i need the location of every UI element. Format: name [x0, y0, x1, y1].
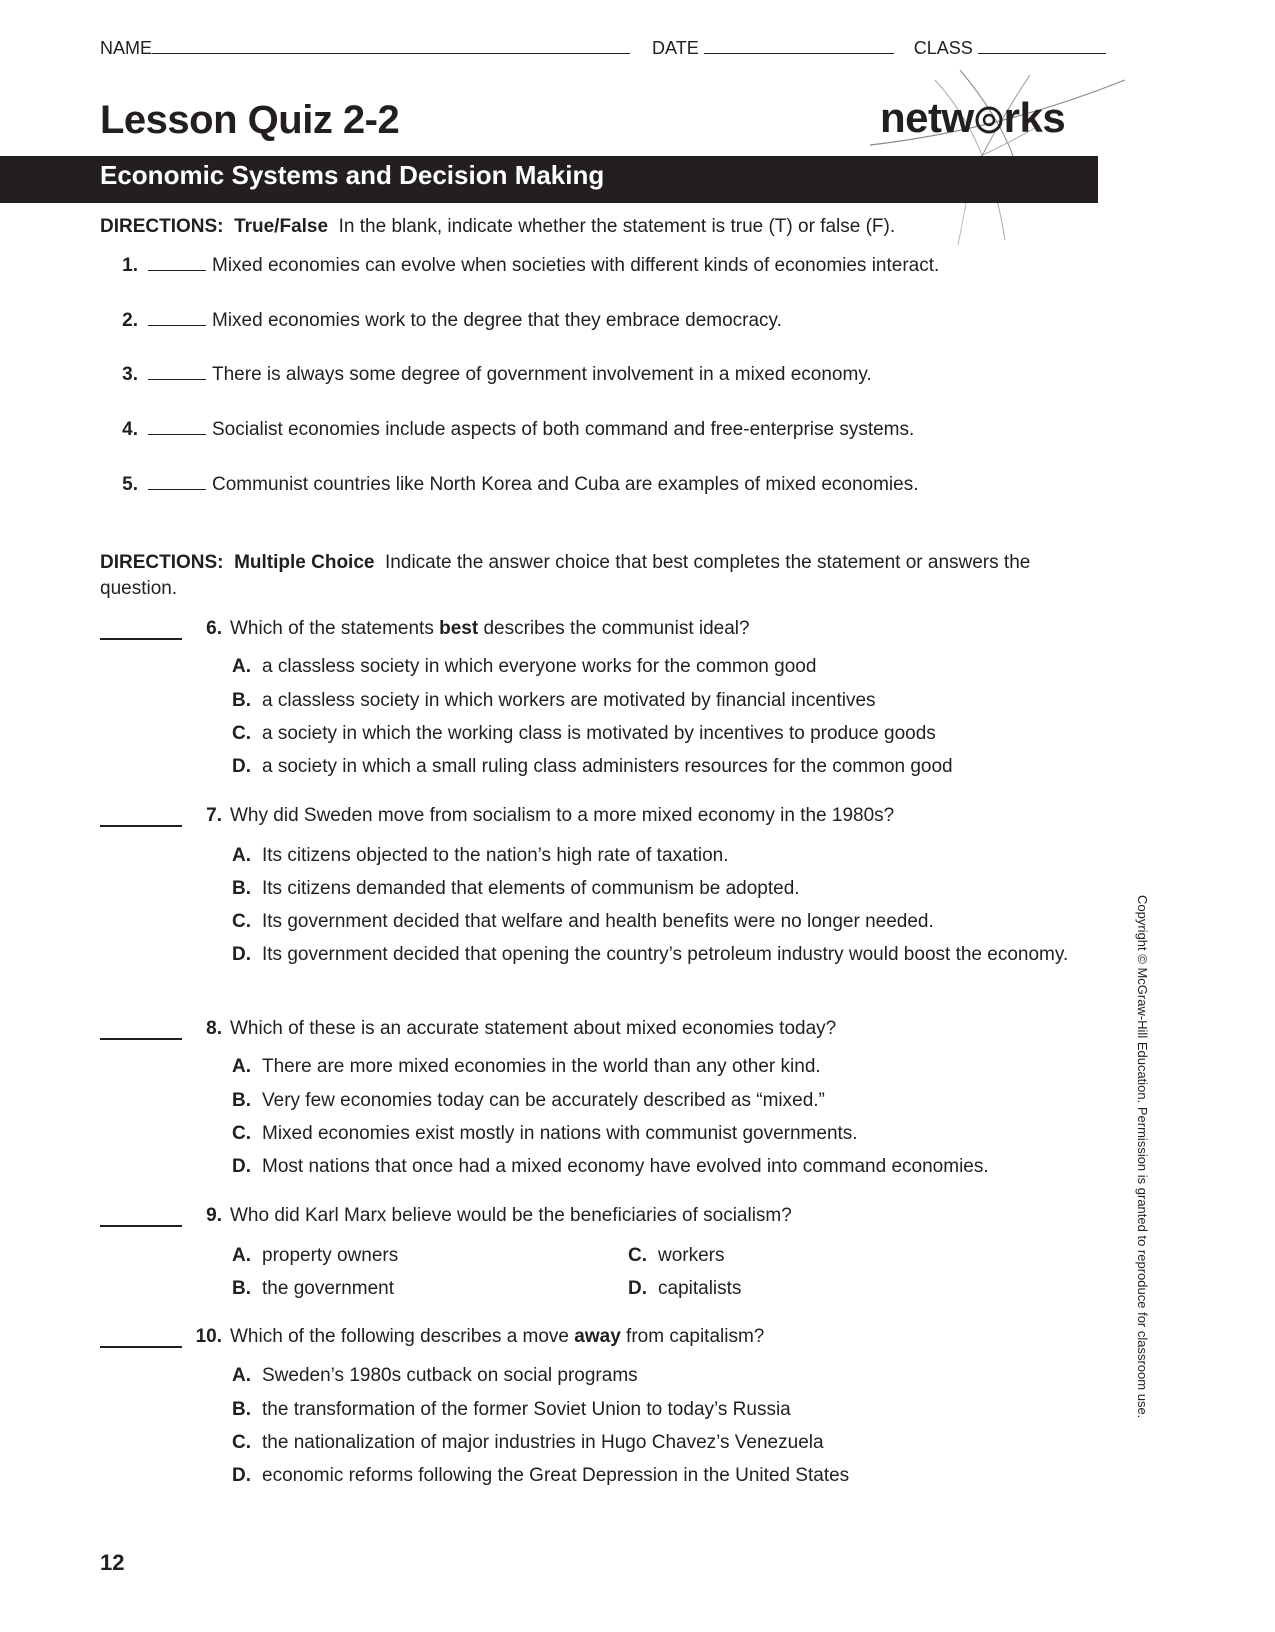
answer-blank[interactable] — [100, 1018, 182, 1040]
choice-letter: D. — [232, 944, 251, 965]
question-text-end: describes the communist ideal? — [478, 618, 750, 639]
choice-text: a classless society in which workers are motivated by financial incentives — [262, 690, 876, 711]
choice-letter: B. — [232, 690, 251, 711]
question-number: 8. — [206, 1018, 222, 1039]
logo-text-start: netw — [880, 94, 974, 141]
name-blank[interactable] — [152, 39, 630, 54]
logo-o-target-icon — [974, 97, 1004, 145]
question-number: 2. — [122, 310, 138, 331]
tf-question — [110, 419, 914, 441]
choice-letter: B. — [232, 878, 251, 899]
section-label: Multiple Choice — [234, 552, 375, 573]
question-emphasis: best — [439, 618, 479, 639]
choice-text: capitalists — [658, 1278, 742, 1299]
answer-blank[interactable] — [100, 1205, 182, 1227]
mc-question — [190, 1326, 764, 1348]
question-emphasis: away — [574, 1326, 621, 1347]
answer-choice — [232, 721, 936, 747]
tf-question — [110, 364, 872, 386]
true-false-directions — [100, 214, 1080, 240]
question-text: Which of the statements — [230, 618, 440, 639]
choice-text: Very few economies today can be accurately described as “mixed.” — [262, 1090, 825, 1111]
networks-logo — [880, 94, 1065, 145]
answer-blank[interactable] — [100, 1326, 182, 1348]
answer-blank[interactable] — [148, 475, 206, 490]
answer-blank[interactable] — [148, 256, 206, 271]
directions-text: Indicate the answer choice that best completes the statement or answers the question. — [100, 552, 1031, 599]
page-subtitle: Economic Systems and Decision Making — [100, 160, 605, 190]
answer-choice — [232, 688, 876, 714]
answer-choice — [232, 1154, 989, 1180]
choice-text: the nationalization of major industries in Hugo Chavez’s Venezuela — [262, 1432, 824, 1453]
answer-blank[interactable] — [148, 311, 206, 326]
answer-choice — [232, 1088, 825, 1114]
choice-letter: D. — [232, 1465, 251, 1486]
answer-choice — [232, 1276, 394, 1302]
date-label: DATE — [652, 38, 699, 58]
choice-letter: C. — [232, 723, 251, 744]
choice-text: workers — [658, 1245, 725, 1266]
answer-choice — [628, 1276, 741, 1302]
tf-question — [110, 310, 782, 332]
choice-text: Sweden’s 1980s cutback on social programs — [262, 1365, 638, 1386]
question-text: Why did Sweden move from socialism to a more mixed economy in the 1980s? — [230, 805, 895, 826]
answer-blank[interactable] — [148, 365, 206, 380]
choice-letter: A. — [232, 845, 251, 866]
directions-text: In the blank, indicate whether the statement is true (T) or false (F). — [338, 216, 896, 237]
choice-letter: C. — [628, 1245, 647, 1266]
tf-question — [110, 255, 939, 277]
question-number: 6. — [206, 618, 222, 639]
mc-question — [190, 1205, 792, 1227]
answer-choice — [232, 942, 1082, 968]
answer-choice — [232, 654, 816, 680]
mc-question — [190, 618, 750, 640]
mc-question — [190, 1018, 836, 1040]
multiple-choice-directions — [100, 550, 1080, 602]
choice-letter: B. — [232, 1278, 251, 1299]
choice-text: Most nations that once had a mixed economy have evolved into command economies. — [262, 1156, 989, 1177]
question-text: Mixed economies work to the degree that they embrace democracy. — [212, 310, 782, 331]
directions-label: DIRECTIONS: — [100, 216, 224, 237]
page-number: 12 — [100, 1550, 125, 1575]
choice-letter: A. — [232, 656, 251, 677]
question-text: Which of these is an accurate statement about mixed economies today? — [230, 1018, 837, 1039]
class-label: CLASS — [913, 38, 973, 58]
section-label: True/False — [234, 216, 329, 237]
answer-choice — [232, 754, 953, 780]
choice-text: property owners — [262, 1245, 399, 1266]
question-number: 5. — [122, 474, 138, 495]
question-text: Who did Karl Marx believe would be the beneficiaries of socialism? — [230, 1205, 792, 1226]
choice-text: Mixed economies exist mostly in nations with communist governments. — [262, 1123, 858, 1144]
answer-choice — [232, 876, 800, 902]
name-label: NAME — [100, 38, 153, 58]
answer-choice — [232, 1463, 849, 1489]
question-number: 7. — [206, 805, 222, 826]
question-text-end: from capitalism? — [620, 1326, 765, 1347]
question-number: 4. — [122, 419, 138, 440]
answer-choice — [232, 843, 729, 869]
choice-letter: D. — [232, 756, 251, 777]
choice-letter: C. — [232, 1432, 251, 1453]
choice-letter: A. — [232, 1056, 251, 1077]
answer-choice — [232, 1054, 821, 1080]
question-number: 9. — [206, 1205, 222, 1226]
tf-question — [110, 474, 919, 496]
question-number: 1. — [122, 255, 138, 276]
choice-text: economic reforms following the Great Depression in the United States — [262, 1465, 850, 1486]
choice-text: There are more mixed economies in the world than any other kind. — [262, 1056, 821, 1077]
choice-text: a society in which the working class is motivated by incentives to produce goods — [262, 723, 936, 744]
class-blank[interactable] — [978, 39, 1106, 54]
directions-label: DIRECTIONS: — [100, 552, 224, 573]
choice-letter: A. — [232, 1365, 251, 1386]
choice-letter: C. — [232, 911, 251, 932]
answer-choice — [232, 1363, 638, 1389]
student-info-header — [100, 38, 1106, 59]
question-text: Communist countries like North Korea and Cuba are examples of mixed economies. — [212, 474, 919, 495]
question-text: There is always some degree of government involvement in a mixed economy. — [212, 364, 872, 385]
choice-letter: B. — [232, 1090, 251, 1111]
choice-text: Its citizens demanded that elements of communism be adopted. — [262, 878, 800, 899]
mc-question — [190, 805, 894, 827]
answer-blank[interactable] — [148, 420, 206, 435]
answer-choice — [232, 909, 934, 935]
choice-letter: A. — [232, 1245, 251, 1266]
question-text: Mixed economies can evolve when societies with different kinds of economies interact. — [212, 255, 940, 276]
choice-text: a classless society in which everyone works for the common good — [262, 656, 817, 677]
page-title: Lesson Quiz 2-2 — [100, 98, 400, 142]
choice-text: Its government decided that opening the country’s petroleum industry would boost the economy. — [262, 944, 1069, 965]
answer-choice — [628, 1243, 725, 1269]
date-blank[interactable] — [704, 39, 894, 54]
copyright-notice: Copyright © McGraw-Hill Education. Permission is granted to reproduce for classroom use. — [1135, 895, 1150, 1419]
choice-text: the transformation of the former Soviet Union to today’s Russia — [262, 1399, 791, 1420]
choice-letter: D. — [628, 1278, 647, 1299]
choice-text: Its citizens objected to the nation’s high rate of taxation. — [262, 845, 729, 866]
choice-text: Its government decided that welfare and health benefits were no longer needed. — [262, 911, 934, 932]
question-text: Which of the following describes a move — [230, 1326, 575, 1347]
question-number: 3. — [122, 364, 138, 385]
question-text: Socialist economies include aspects of both command and free-enterprise systems. — [212, 419, 915, 440]
logo-text-end: rks — [1003, 94, 1066, 141]
choice-text: a society in which a small ruling class administers resources for the common good — [262, 756, 953, 777]
answer-choice — [232, 1430, 824, 1456]
choice-letter: B. — [232, 1399, 251, 1420]
question-number: 10. — [195, 1326, 222, 1347]
answer-choice — [232, 1397, 791, 1423]
answer-choice — [232, 1121, 858, 1147]
choice-letter: D. — [232, 1156, 251, 1177]
choice-letter: C. — [232, 1123, 251, 1144]
answer-choice — [232, 1243, 398, 1269]
answer-blank[interactable] — [100, 805, 182, 827]
answer-blank[interactable] — [100, 618, 182, 640]
choice-text: the government — [262, 1278, 395, 1299]
